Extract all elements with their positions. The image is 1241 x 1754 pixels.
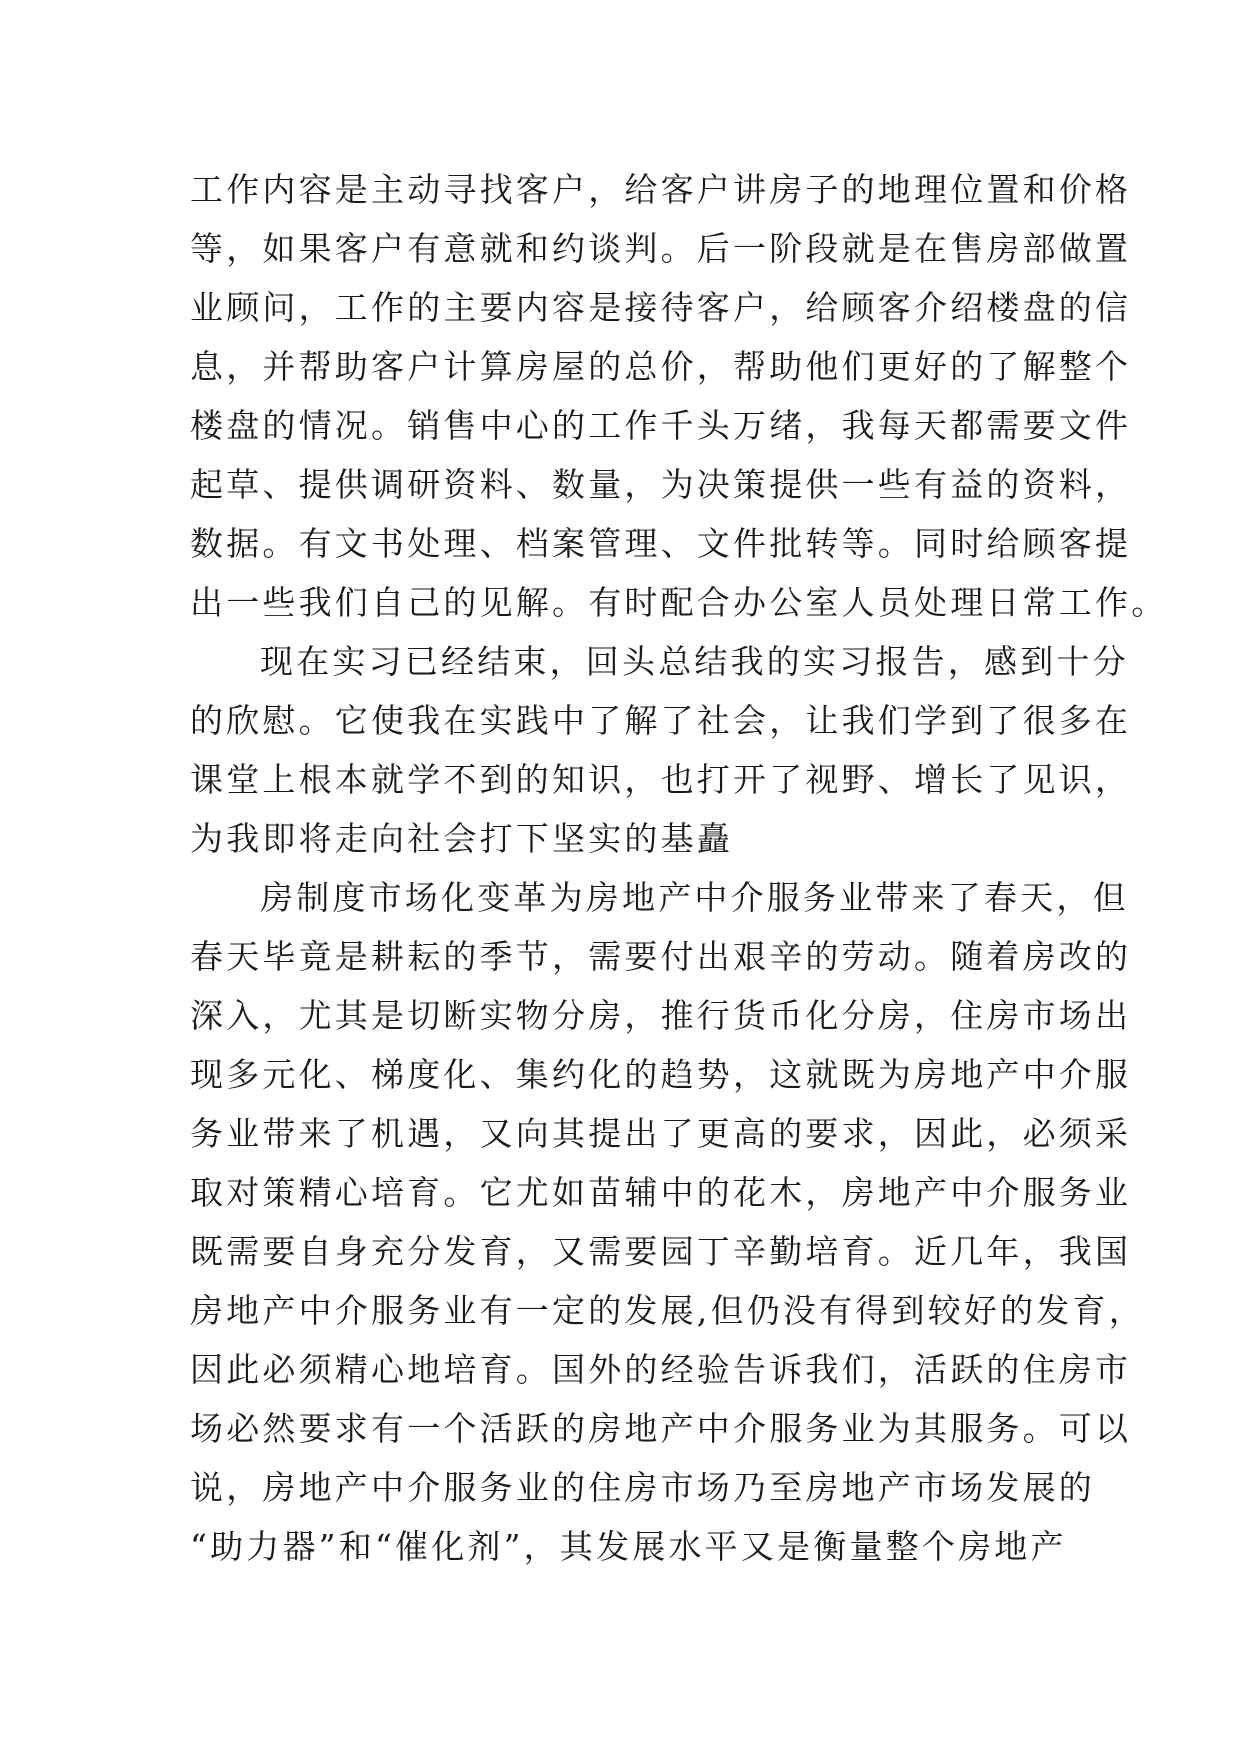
text-line: 出一些我们自己的见解。有时配合办公室人员处理日常工作。 [190, 583, 1168, 622]
paragraph-first-line: 现在实习已经结束，回头总结我的实习报告，感到十分 [260, 642, 1129, 681]
paragraph-first-line: 房制度市场化变革为房地产中介服务业带来了春天，但 [260, 878, 1129, 917]
text-line: 现多元化、梯度化、集约化的趋势，这就既为房地产中介服 [190, 1055, 1132, 1094]
text-line: 场必然要求有一个活跃的房地产中介服务业为其服务。可以 [190, 1409, 1132, 1448]
text-line: 的欣慰。它使我在实践中了解了社会，让我们学到了很多在 [190, 701, 1132, 740]
text-line: 春天毕竟是耕耘的季节，需要付出艰辛的劳动。随着房改的 [190, 937, 1132, 976]
text-line: 息，并帮助客户计算房屋的总价，帮助他们更好的了解整个 [190, 347, 1132, 386]
text-line: 深入，尤其是切断实物分房，推行货币化分房，住房市场出 [190, 996, 1132, 1035]
text-line: 楼盘的情况。销售中心的工作千头万绪，我每天都需要文件 [190, 406, 1132, 445]
text-line: 数据。有文书处理、档案管理、文件批转等。同时给顾客提 [190, 524, 1132, 563]
text-line: 为我即将走向社会打下坚实的基矗 [190, 819, 733, 858]
text-line: 等，如果客户有意就和约谈判。后一阶段就是在售房部做置 [190, 229, 1132, 268]
text-line: 工作内容是主动寻找客户，给客户讲房子的地理位置和价格 [190, 170, 1132, 209]
text-line: 起草、提供调研资料、数量，为决策提供一些有益的资料， [190, 465, 1132, 504]
text-line: 因此必须精心地培育。国外的经验告诉我们，活跃的住房市 [190, 1350, 1132, 1389]
text-line: 既需要自身充分发育，又需要园丁辛勤培育。近几年，我国 [190, 1232, 1132, 1271]
body-text [190, 160, 1168, 1576]
text-line: “助力器”和“催化剂”，其发展水平又是衡量整个房地产 [190, 1527, 1067, 1566]
text-line: 取对策精心培育。它尤如苗辅中的花木，房地产中介服务业 [190, 1173, 1132, 1212]
text-line: 业顾问，工作的主要内容是接待客户，给顾客介绍楼盘的信 [190, 288, 1132, 327]
text-line: 房地产中介服务业有一定的发展,但仍没有得到较好的发育， [190, 1291, 1145, 1330]
text-line: 务业带来了机遇，又向其提出了更高的要求，因此，必须采 [190, 1114, 1132, 1153]
text-line: 说，房地产中介服务业的住房市场乃至房地产市场发展的 [190, 1468, 1095, 1507]
text-line: 课堂上根本就学不到的知识，也打开了视野、增长了见识， [190, 760, 1132, 799]
